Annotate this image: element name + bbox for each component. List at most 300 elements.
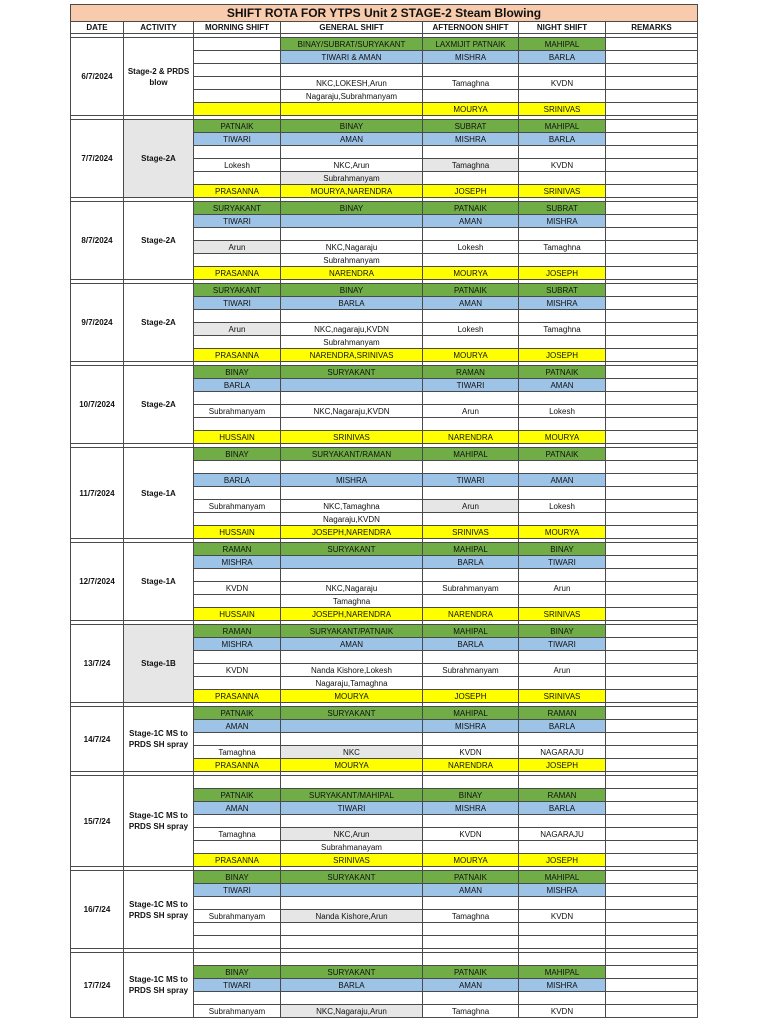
night-shift-cell [519,461,606,474]
general-shift-cell: NKC,nagaraju,KVDN [281,323,423,336]
afternoon-shift-cell [423,776,519,789]
remarks-cell [606,854,698,867]
remarks-cell [606,595,698,608]
remarks-cell [606,487,698,500]
afternoon-shift-cell [423,923,519,936]
remarks-cell [606,418,698,431]
morning-shift-cell: BARLA [194,379,281,392]
general-shift-cell [281,776,423,789]
night-shift-cell: MISHRA [519,979,606,992]
afternoon-shift-cell [423,90,519,103]
night-shift-cell: BARLA [519,802,606,815]
remarks-cell [606,103,698,116]
morning-shift-cell: PRASANNA [194,267,281,280]
table-row [71,625,698,638]
general-shift-cell: NARENDRA,SRINIVAS [281,349,423,362]
afternoon-shift-cell [423,392,519,405]
general-shift-cell [281,556,423,569]
afternoon-shift-cell [423,172,519,185]
remarks-cell [606,936,698,949]
remarks-cell [606,608,698,621]
night-shift-cell: KVDN [519,159,606,172]
night-shift-cell [519,651,606,664]
morning-shift-cell: TIWARI [194,133,281,146]
night-shift-cell [519,733,606,746]
general-shift-cell [281,953,423,966]
morning-shift-cell [194,733,281,746]
afternoon-shift-cell [423,461,519,474]
afternoon-shift-cell: KVDN [423,746,519,759]
afternoon-shift-cell: AMAN [423,979,519,992]
night-shift-cell: SRINIVAS [519,103,606,116]
afternoon-shift-cell [423,64,519,77]
night-shift-cell: JOSEPH [519,854,606,867]
morning-shift-cell: PRASANNA [194,690,281,703]
afternoon-shift-cell [423,897,519,910]
morning-shift-cell [194,651,281,664]
night-shift-cell: MAHIPAL [519,38,606,51]
remarks-cell [606,90,698,103]
morning-shift-cell [194,677,281,690]
night-shift-cell [519,595,606,608]
morning-shift-cell: TIWARI [194,979,281,992]
general-shift-cell: SURYAKANT/RAMAN [281,448,423,461]
night-shift-cell: AMAN [519,474,606,487]
night-shift-cell [519,776,606,789]
sheet-title: SHIFT ROTA FOR YTPS Unit 2 STAGE-2 Steam Blowing [71,5,698,22]
general-shift-cell [281,215,423,228]
general-shift-cell [281,461,423,474]
night-shift-cell: MISHRA [519,297,606,310]
afternoon-shift-cell: LAXMIJIT PATNAIK [423,38,519,51]
morning-shift-cell: AMAN [194,802,281,815]
morning-shift-cell: BINAY [194,966,281,979]
night-shift-cell: NAGARAJU [519,746,606,759]
shift-rota-table [70,4,698,1018]
remarks-cell [606,759,698,772]
morning-shift-cell: BINAY [194,448,281,461]
morning-shift-cell [194,392,281,405]
afternoon-shift-cell: SRINIVAS [423,526,519,539]
night-shift-cell: MISHRA [519,884,606,897]
date-cell: 7/7/2024 [71,120,124,198]
morning-shift-cell: BINAY [194,366,281,379]
general-shift-cell: NKC,Nagaraju,Arun [281,1005,423,1018]
morning-shift-cell: Subrahmanyam [194,500,281,513]
remarks-cell [606,776,698,789]
afternoon-shift-cell [423,569,519,582]
general-shift-cell [281,733,423,746]
date-cell: 13/7/24 [71,625,124,703]
remarks-cell [606,815,698,828]
night-shift-cell: NAGARAJU [519,828,606,841]
morning-shift-cell [194,936,281,949]
morning-shift-cell [194,461,281,474]
afternoon-shift-cell: MISHRA [423,720,519,733]
general-shift-cell: NKC,Nagaraju,KVDN [281,405,423,418]
remarks-cell [606,638,698,651]
general-shift-cell: Nagaraju,KVDN [281,513,423,526]
general-shift-cell [281,992,423,1005]
night-shift-cell [519,992,606,1005]
remarks-cell [606,543,698,556]
morning-shift-cell [194,254,281,267]
night-shift-cell: Lokesh [519,405,606,418]
afternoon-shift-cell: BARLA [423,638,519,651]
morning-shift-cell: RAMAN [194,543,281,556]
activity-cell: Stage-1C MS to PRDS SH spray [124,707,194,772]
general-shift-cell: JOSEPH,NARENDRA [281,526,423,539]
night-shift-cell: Lokesh [519,500,606,513]
general-shift-cell [281,897,423,910]
afternoon-shift-cell: TIWARI [423,474,519,487]
remarks-cell [606,228,698,241]
general-shift-cell [281,392,423,405]
night-shift-cell [519,487,606,500]
activity-cell: Stage-2A [124,366,194,444]
general-shift-cell: NKC,Nagaraju [281,582,423,595]
activity-cell: Stage-1A [124,543,194,621]
night-shift-cell: SRINIVAS [519,185,606,198]
table-row [71,38,698,51]
night-shift-cell: BARLA [519,51,606,64]
general-shift-cell [281,651,423,664]
night-shift-cell [519,336,606,349]
date-cell: 10/7/2024 [71,366,124,444]
morning-shift-cell: Subrahmanyam [194,405,281,418]
afternoon-shift-cell: NARENDRA [423,608,519,621]
night-shift-cell: MAHIPAL [519,966,606,979]
remarks-cell [606,884,698,897]
general-shift-cell: NKC,LOKESH,Arun [281,77,423,90]
remarks-cell [606,556,698,569]
afternoon-shift-cell [423,992,519,1005]
night-shift-cell: Tamaghna [519,241,606,254]
table-row [71,543,698,556]
morning-shift-cell: HUSSAIN [194,431,281,444]
remarks-cell [606,733,698,746]
night-shift-cell: BARLA [519,720,606,733]
table-row [71,366,698,379]
remarks-cell [606,51,698,64]
night-shift-cell: Tamaghna [519,323,606,336]
activity-cell: Stage-1C MS to PRDS SH spray [124,871,194,949]
activity-cell: Stage-2 & PRDS blow [124,38,194,116]
remarks-cell [606,992,698,1005]
general-shift-cell: NARENDRA [281,267,423,280]
remarks-cell [606,1005,698,1018]
afternoon-shift-cell [423,841,519,854]
remarks-cell [606,513,698,526]
night-shift-cell [519,569,606,582]
afternoon-shift-cell: Arun [423,405,519,418]
remarks-cell [606,871,698,884]
morning-shift-cell [194,569,281,582]
night-shift-cell: PATNAIK [519,448,606,461]
morning-shift-cell [194,953,281,966]
general-shift-cell: Nanda Kishore,Arun [281,910,423,923]
night-shift-cell [519,254,606,267]
afternoon-shift-cell [423,418,519,431]
afternoon-shift-cell [423,936,519,949]
general-shift-cell: Nagaraju,Subrahmanyam [281,90,423,103]
general-shift-cell: NKC,Tamaghna [281,500,423,513]
afternoon-shift-cell: RAMAN [423,366,519,379]
night-shift-cell: KVDN [519,910,606,923]
table-row [71,707,698,720]
night-shift-cell: TIWARI [519,638,606,651]
night-shift-cell [519,392,606,405]
morning-shift-cell: KVDN [194,582,281,595]
morning-shift-cell: PATNAIK [194,707,281,720]
remarks-cell [606,120,698,133]
afternoon-shift-cell [423,487,519,500]
night-shift-cell: JOSEPH [519,759,606,772]
night-shift-cell: MOURYA [519,431,606,444]
afternoon-shift-cell: BINAY [423,789,519,802]
remarks-cell [606,431,698,444]
afternoon-shift-cell: PATNAIK [423,871,519,884]
remarks-cell [606,185,698,198]
table-row [71,120,698,133]
general-shift-cell [281,310,423,323]
morning-shift-cell: HUSSAIN [194,526,281,539]
remarks-cell [606,38,698,51]
general-shift-cell: Nanda Kishore,Lokesh [281,664,423,677]
morning-shift-cell: MISHRA [194,638,281,651]
general-shift-cell: SURYAKANT/PATNAIK [281,625,423,638]
morning-shift-cell [194,172,281,185]
shift-rota-sheet [70,4,697,1018]
remarks-cell [606,953,698,966]
general-shift-cell [281,418,423,431]
afternoon-shift-cell: NARENDRA [423,431,519,444]
night-shift-cell [519,841,606,854]
remarks-cell [606,461,698,474]
general-shift-cell: SRINIVAS [281,854,423,867]
table-row [71,284,698,297]
night-shift-cell: MAHIPAL [519,871,606,884]
morning-shift-cell [194,487,281,500]
morning-shift-cell: AMAN [194,720,281,733]
night-shift-cell: SRINIVAS [519,608,606,621]
afternoon-shift-cell: PATNAIK [423,966,519,979]
activity-cell: Stage-1A [124,448,194,539]
header-row [71,22,698,34]
general-shift-cell: TIWARI [281,802,423,815]
night-shift-cell [519,172,606,185]
general-shift-cell: Tamaghna [281,595,423,608]
morning-shift-cell [194,38,281,51]
general-shift-cell [281,379,423,392]
afternoon-shift-cell: Tamaghna [423,910,519,923]
header-night-shift: NIGHT SHIFT [519,22,606,34]
afternoon-shift-cell [423,595,519,608]
night-shift-cell: KVDN [519,1005,606,1018]
general-shift-cell [281,487,423,500]
afternoon-shift-cell [423,228,519,241]
header-afternoon-shift: AFTERNOON SHIFT [423,22,519,34]
remarks-cell [606,569,698,582]
afternoon-shift-cell: Tamaghna [423,159,519,172]
night-shift-cell: BINAY [519,625,606,638]
afternoon-shift-cell: MAHIPAL [423,625,519,638]
general-shift-cell: SRINIVAS [281,431,423,444]
remarks-cell [606,789,698,802]
night-shift-cell [519,228,606,241]
morning-shift-cell: PRASANNA [194,349,281,362]
morning-shift-cell: PRASANNA [194,759,281,772]
table-row [71,202,698,215]
night-shift-cell: SUBRAT [519,284,606,297]
general-shift-cell: SURYAKANT [281,707,423,720]
morning-shift-cell: BARLA [194,474,281,487]
table-row [71,953,698,966]
morning-shift-cell [194,51,281,64]
general-shift-cell [281,146,423,159]
morning-shift-cell [194,310,281,323]
afternoon-shift-cell: MOURYA [423,267,519,280]
general-shift-cell [281,720,423,733]
remarks-cell [606,172,698,185]
remarks-cell [606,310,698,323]
general-shift-cell: JOSEPH,NARENDRA [281,608,423,621]
afternoon-shift-cell: Tamaghna [423,1005,519,1018]
general-shift-cell [281,64,423,77]
morning-shift-cell: PRASANNA [194,854,281,867]
afternoon-shift-cell: SUBRAT [423,120,519,133]
night-shift-cell: RAMAN [519,789,606,802]
activity-cell: Stage-2A [124,284,194,362]
afternoon-shift-cell: JOSEPH [423,185,519,198]
general-shift-cell: NKC,Arun [281,828,423,841]
night-shift-cell: SRINIVAS [519,690,606,703]
date-cell: 6/7/2024 [71,38,124,116]
afternoon-shift-cell: PATNAIK [423,284,519,297]
morning-shift-cell [194,923,281,936]
afternoon-shift-cell: AMAN [423,215,519,228]
afternoon-shift-cell: Lokesh [423,241,519,254]
general-shift-cell: BINAY/SUBRAT/SURYAKANT [281,38,423,51]
afternoon-shift-cell: Tamaghna [423,77,519,90]
general-shift-cell: NKC [281,746,423,759]
night-shift-cell: AMAN [519,379,606,392]
general-shift-cell: Subrahmanyam [281,336,423,349]
night-shift-cell: PATNAIK [519,366,606,379]
morning-shift-cell [194,992,281,1005]
remarks-cell [606,133,698,146]
morning-shift-cell [194,513,281,526]
night-shift-cell: Arun [519,664,606,677]
afternoon-shift-cell: Arun [423,500,519,513]
general-shift-cell: Subrahmanayam [281,841,423,854]
night-shift-cell [519,897,606,910]
morning-shift-cell [194,841,281,854]
activity-cell: Stage-1B [124,625,194,703]
remarks-cell [606,979,698,992]
remarks-cell [606,677,698,690]
afternoon-shift-cell [423,733,519,746]
date-cell: 8/7/2024 [71,202,124,280]
afternoon-shift-cell: MISHRA [423,802,519,815]
table-row [71,776,698,789]
header-remarks: REMARKS [606,22,698,34]
remarks-cell [606,746,698,759]
morning-shift-cell: PATNAIK [194,120,281,133]
activity-cell: Stage-2A [124,120,194,198]
morning-shift-cell [194,90,281,103]
remarks-cell [606,582,698,595]
morning-shift-cell: BINAY [194,871,281,884]
general-shift-cell: MOURYA,NARENDRA [281,185,423,198]
afternoon-shift-cell: BARLA [423,556,519,569]
remarks-cell [606,146,698,159]
morning-shift-cell: TIWARI [194,884,281,897]
header-date: DATE [71,22,124,34]
afternoon-shift-cell: MOURYA [423,349,519,362]
night-shift-cell: SUBRAT [519,202,606,215]
general-shift-cell: NKC,Nagaraju [281,241,423,254]
morning-shift-cell [194,103,281,116]
night-shift-cell [519,923,606,936]
morning-shift-cell: PRASANNA [194,185,281,198]
remarks-cell [606,336,698,349]
night-shift-cell [519,418,606,431]
afternoon-shift-cell: MISHRA [423,133,519,146]
general-shift-cell: AMAN [281,638,423,651]
remarks-cell [606,664,698,677]
night-shift-cell: TIWARI [519,556,606,569]
general-shift-cell [281,103,423,116]
morning-shift-cell: PATNAIK [194,789,281,802]
remarks-cell [606,241,698,254]
morning-shift-cell [194,146,281,159]
remarks-cell [606,77,698,90]
morning-shift-cell: KVDN [194,664,281,677]
morning-shift-cell: Arun [194,241,281,254]
date-cell: 14/7/24 [71,707,124,772]
morning-shift-cell [194,64,281,77]
night-shift-cell: KVDN [519,77,606,90]
morning-shift-cell: TIWARI [194,297,281,310]
general-shift-cell: SURYAKANT/MAHIPAL [281,789,423,802]
morning-shift-cell: MISHRA [194,556,281,569]
general-shift-cell: SURYAKANT [281,871,423,884]
night-shift-cell: JOSEPH [519,349,606,362]
activity-cell: Stage-1C MS to PRDS SH spray [124,953,194,1018]
night-shift-cell: JOSEPH [519,267,606,280]
general-shift-cell [281,884,423,897]
remarks-cell [606,526,698,539]
date-cell: 12/7/2024 [71,543,124,621]
remarks-cell [606,254,698,267]
afternoon-shift-cell: Subrahmanyam [423,664,519,677]
night-shift-cell: MOURYA [519,526,606,539]
general-shift-cell: Subrahmanyam [281,172,423,185]
general-shift-cell: AMAN [281,133,423,146]
general-shift-cell: TIWARI & AMAN [281,51,423,64]
afternoon-shift-cell [423,513,519,526]
general-shift-cell [281,936,423,949]
general-shift-cell [281,228,423,241]
night-shift-cell [519,677,606,690]
night-shift-cell [519,64,606,77]
afternoon-shift-cell [423,336,519,349]
header-activity: ACTIVITY [124,22,194,34]
activity-cell: Stage-2A [124,202,194,280]
afternoon-shift-cell: MAHIPAL [423,543,519,556]
table-row [71,871,698,884]
